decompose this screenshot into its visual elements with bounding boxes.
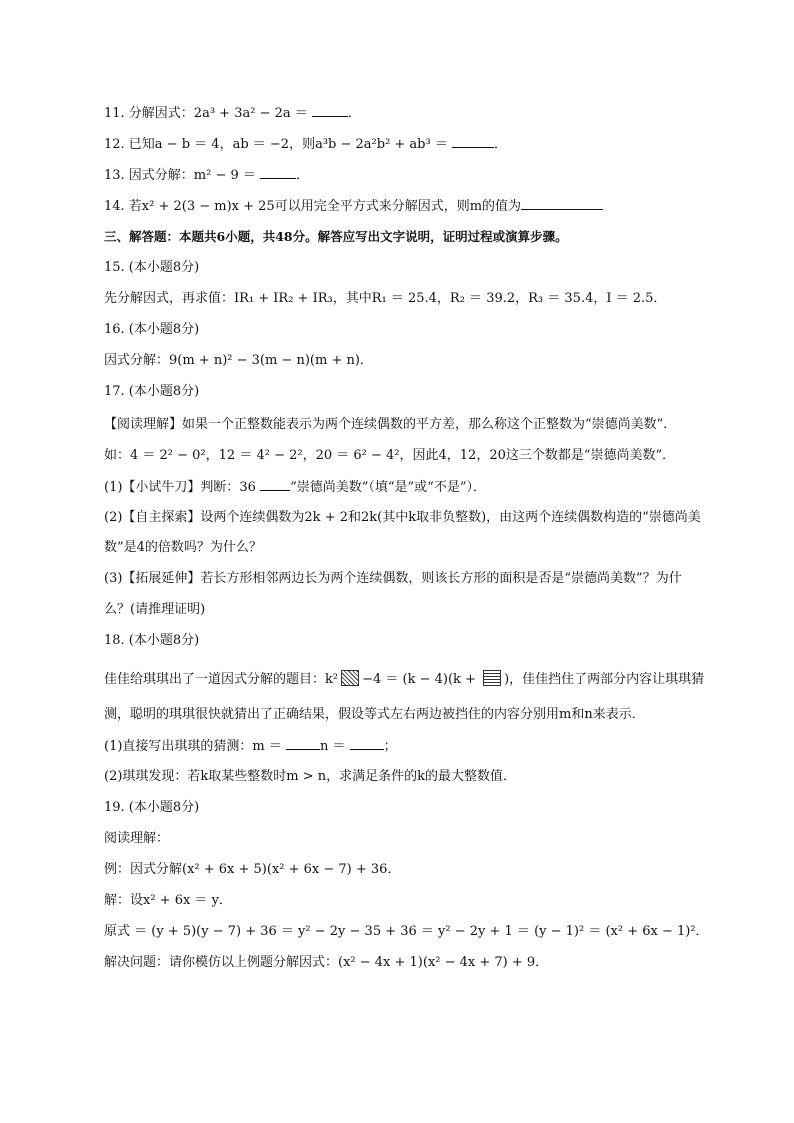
question-16-body: 因式分解：9(m + n)² − 3(m − n)(m + n)．	[104, 353, 373, 368]
question-19-problem: 解决问题：请你模仿以上例题分解因式：(x² − 4x + 1)(x² − 4x + 7) + 9．	[104, 955, 549, 970]
question-15-header: 15. (本小题8分)	[104, 260, 200, 275]
question-16-header: 16. (本小题8分)	[104, 322, 200, 337]
question-17-part2-line2: 数”是4的倍数吗？为什么？	[104, 540, 262, 555]
question-12: 12. 已知a − b ＝ 4，ab ＝ −2，则a³b − 2a²b² + ab³ ＝ ．	[104, 137, 508, 152]
hidden-part-n-icon	[483, 670, 501, 686]
section-heading: 三、解答题：本题共6小题，共48分。解答应写出文字说明，证明过程或演算步骤。	[104, 229, 568, 244]
question-17-part3-line2: 么？(请推理证明)	[104, 602, 206, 617]
question-15-body: 先分解因式，再求值：IR₁ + IR₂ + IR₃，其中R₁ ＝ 25.4，R₂ ＝ 39.2，R₃ ＝ 35.4，I ＝ 2.5．	[104, 291, 667, 306]
question-19-solution-2: 原式 ＝ (y + 5)(y − 7) + 36 ＝ y² − 2y − 35 + 36 ＝ y² − 2y + 1 ＝ (y − 1)² ＝ (x² + 6x − 1)²．	[104, 924, 709, 939]
question-18-part2: (2)琪琪发现：若k取某些整数时m > n，求满足条件的k的最大整数值．	[104, 769, 517, 784]
question-17-header: 17. (本小题8分)	[104, 384, 200, 399]
question-19-solution-1: 解：设x² + 6x ＝ y．	[104, 893, 232, 908]
answer-blank[interactable]	[312, 104, 348, 117]
answer-blank[interactable]	[260, 478, 290, 491]
question-18-statement: 佳佳给琪琪出了一道因式分解的题目：k² −4 ＝ (k − 4)(k + )，佳佳挡住了两部分内容让琪琪猜	[104, 672, 705, 687]
question-13: 13. 因式分解：m² − 9 ＝ ．	[104, 168, 310, 183]
hidden-part-m-icon	[341, 670, 359, 686]
question-17-part1: (1)【小试牛刀】判断：36 “崇德尚美数”（填“是”或“不是”）．	[104, 480, 486, 495]
question-17-reading: 【阅读理解】如果一个正整数能表示为两个连续偶数的平方差，那么称这个正整数为“崇德尚美数”．	[104, 417, 677, 432]
question-17-part3-line1: (3)【拓展延伸】若长方形相邻两边长为两个连续偶数，则该长方形的面积是否是“崇德尚美数”？为什	[104, 571, 682, 586]
question-19-example: 例：因式分解(x² + 6x + 5)(x² + 6x − 7) + 36．	[104, 862, 401, 877]
question-14: 14. 若x² + 2(3 − m)x + 25可以用完全平方式来分解因式，则m的值为	[104, 197, 734, 216]
question-19-reading: 阅读理解：	[104, 831, 170, 846]
question-17-part2-line1: (2)【自主探索】设两个连续偶数为2k + 2和2k(其中k取非负整数)，由这两个连续偶数构造的“崇德尚美	[104, 510, 701, 525]
question-18-part1: (1)直接写出琪琪的猜测：m ＝ n ＝ ；	[104, 739, 397, 754]
question-17-example: 如：4 ＝ 2² − 0²，12 ＝ 4² − 2²，20 ＝ 6² − 4²，因此4，12，20这三个数都是“崇德尚美数”．	[104, 448, 676, 463]
answer-blank-m[interactable]	[286, 737, 320, 750]
question-11: 11. 分解因式：2a³ + 3a² − 2a ＝ ．	[104, 106, 361, 121]
question-19-header: 19. (本小题8分)	[104, 800, 200, 815]
question-18-statement-cont: 测，聪明的琪琪很快就猜出了正确结果，假设等式左右两边被挡住的内容分别用m和n来表示．	[104, 707, 645, 722]
answer-blank[interactable]	[260, 166, 296, 179]
answer-blank-n[interactable]	[350, 737, 384, 750]
answer-blank[interactable]	[521, 197, 603, 210]
question-18-header: 18. (本小题8分)	[104, 633, 200, 648]
answer-blank[interactable]	[452, 135, 494, 148]
